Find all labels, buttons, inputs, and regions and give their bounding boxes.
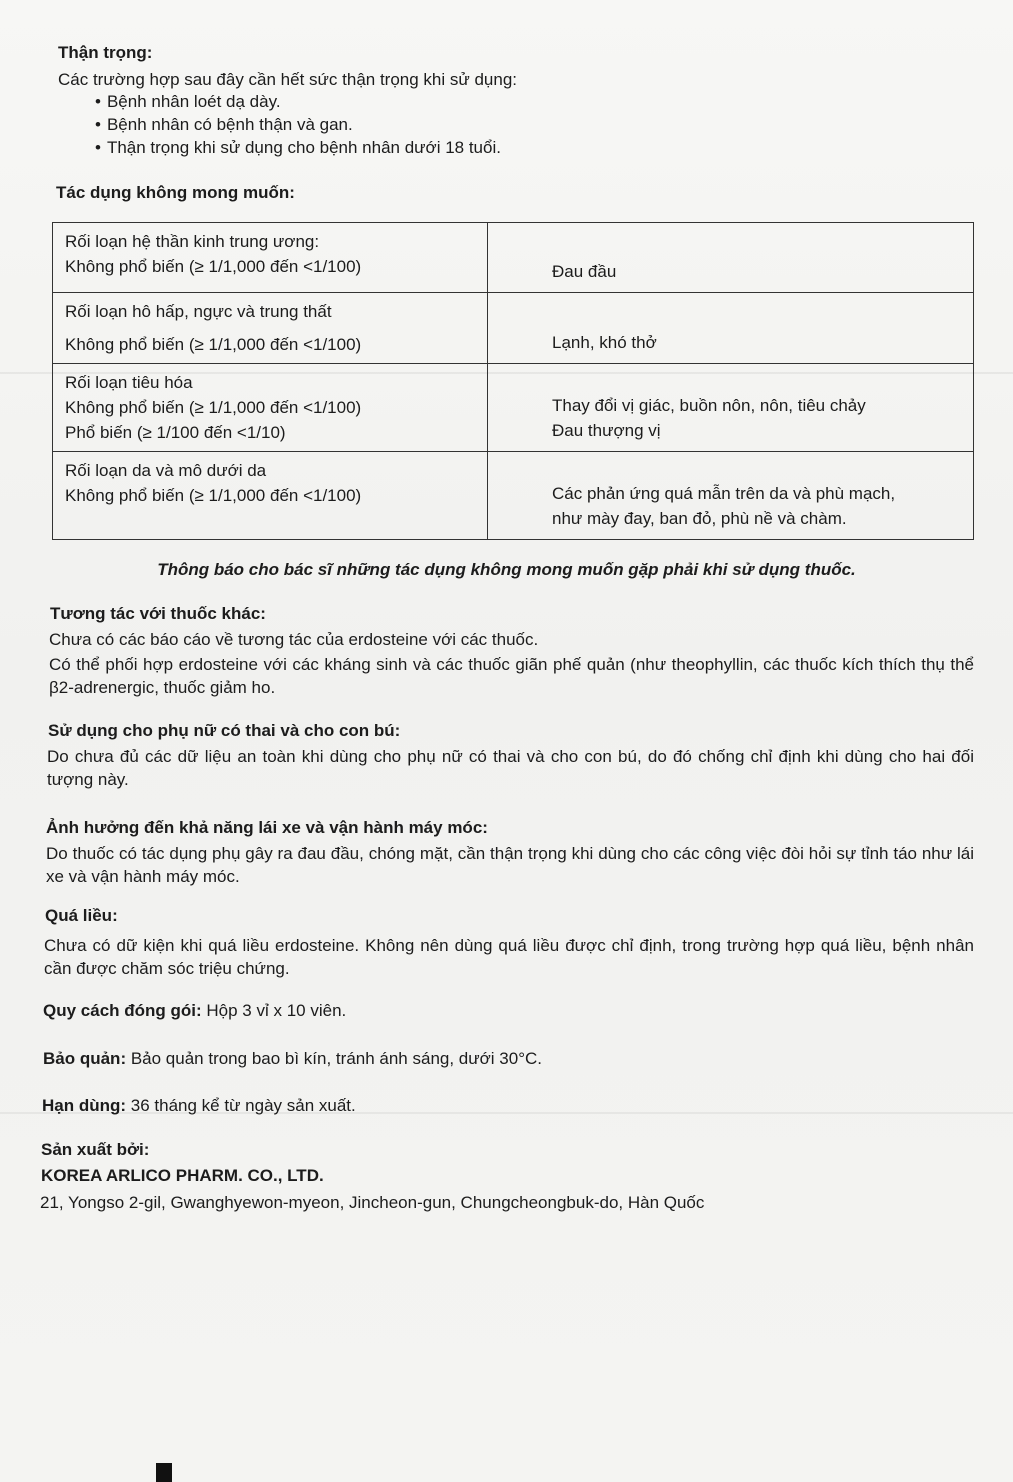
table-cell-effect: Lạnh, khó thở (488, 293, 974, 364)
interactions-text-1: Chưa có các báo cáo về tương tác của erdosteine với các thuốc. (49, 630, 539, 649)
manufacturer-address: 21, Yongso 2-gil, Gwanghyewon-myeon, Jincheon-gun, Chungcheongbuk-do, Hàn Quốc (40, 1193, 705, 1212)
caution-list (95, 90, 501, 159)
table-cell-category: Rối loạn da và mô dưới da Không phổ biến (≥ 1/1,000 đến <1/100) (53, 452, 488, 540)
side-effects-title: Tác dụng không mong muốn: (56, 183, 295, 202)
manufacturer-label: Sản xuất bởi: (41, 1140, 150, 1159)
shelf-life-line (42, 1096, 356, 1116)
table-row (53, 364, 974, 452)
packaging-line (43, 1001, 346, 1021)
packaging-label: Quy cách đóng gói: (43, 1001, 202, 1020)
side-effects-table (52, 222, 974, 540)
doctor-notice: Thông báo cho bác sĩ những tác dụng không mong muốn gặp phải khi sử dụng thuốc. (157, 560, 856, 579)
shelf-life-label: Hạn dùng: (42, 1096, 127, 1115)
table-row (53, 293, 974, 364)
interactions-text-2: Có thể phối hợp erdosteine với các kháng sinh và các thuốc giãn phế quản (như theophyllin, các thuốc kích thích thụ thể β2-adrenergic, thuốc giảm ho. (49, 655, 974, 697)
caution-item: • Bệnh nhân có bệnh thận và gan. (95, 113, 501, 136)
overdose-text: Chưa có dữ kiện khi quá liều erdosteine. Không nên dùng quá liều được chỉ định, trong trường hợp quá liều, bệnh nhân cần được chăm sóc triệu chứng. (44, 936, 974, 978)
table-cell-effect: Thay đổi vị giác, buồn nôn, nôn, tiêu chảy Đau thượng vị (488, 364, 974, 452)
pregnancy-title: Sử dụng cho phụ nữ có thai và cho con bú: (48, 721, 401, 740)
caution-item: • Bệnh nhân loét dạ dày. (95, 90, 501, 113)
driving-title: Ảnh hưởng đến khả năng lái xe và vận hành máy móc: (46, 818, 488, 837)
print-mark (156, 1463, 172, 1482)
caution-intro: Các trường hợp sau đây cần hết sức thận trọng khi sử dụng: (58, 70, 518, 89)
table-row (53, 223, 974, 293)
table-cell-effect: Các phản ứng quá mẫn trên da và phù mạch, như mày đay, ban đỏ, phù nề và chàm. (488, 452, 974, 540)
packaging-value: Hộp 3 vỉ x 10 viên. (201, 1001, 347, 1020)
caution-title: Thận trọng: (58, 43, 153, 62)
table-cell-category: Rối loạn tiêu hóa Không phổ biến (≥ 1/1,000 đến <1/100) Phổ biến (≥ 1/100 đến <1/10) (53, 364, 488, 452)
table-cell-category: Rối loạn hô hấp, ngực và trung thất Không phổ biến (≥ 1/1,000 đến <1/100) (53, 293, 488, 364)
caution-item: • Thận trọng khi sử dụng cho bệnh nhân dưới 18 tuổi. (95, 136, 501, 159)
storage-line (43, 1049, 542, 1069)
storage-value: Bảo quản trong bao bì kín, tránh ánh sáng, dưới 30°C. (126, 1049, 542, 1068)
interactions-title: Tương tác với thuốc khác: (50, 604, 266, 623)
overdose-title: Quá liều: (45, 906, 118, 925)
pregnancy-text: Do chưa đủ các dữ liệu an toàn khi dùng cho phụ nữ có thai và cho con bú, do đó chống chỉ định khi dùng cho hai đối tượng này. (47, 747, 974, 789)
manufacturer-name: KOREA ARLICO PHARM. CO., LTD. (41, 1166, 324, 1185)
table-row (53, 452, 974, 540)
driving-text: Do thuốc có tác dụng phụ gây ra đau đầu, chóng mặt, cần thận trọng khi dùng cho các công việc đòi hỏi sự tỉnh táo như lái xe và vận hành máy móc. (46, 844, 974, 886)
shelf-life-value: 36 tháng kể từ ngày sản xuất. (126, 1096, 356, 1115)
table-cell-category: Rối loạn hệ thần kinh trung ương: Không phổ biến (≥ 1/1,000 đến <1/100) (53, 223, 488, 293)
storage-label: Bảo quản: (43, 1049, 127, 1068)
table-cell-effect: Đau đầu (488, 223, 974, 293)
